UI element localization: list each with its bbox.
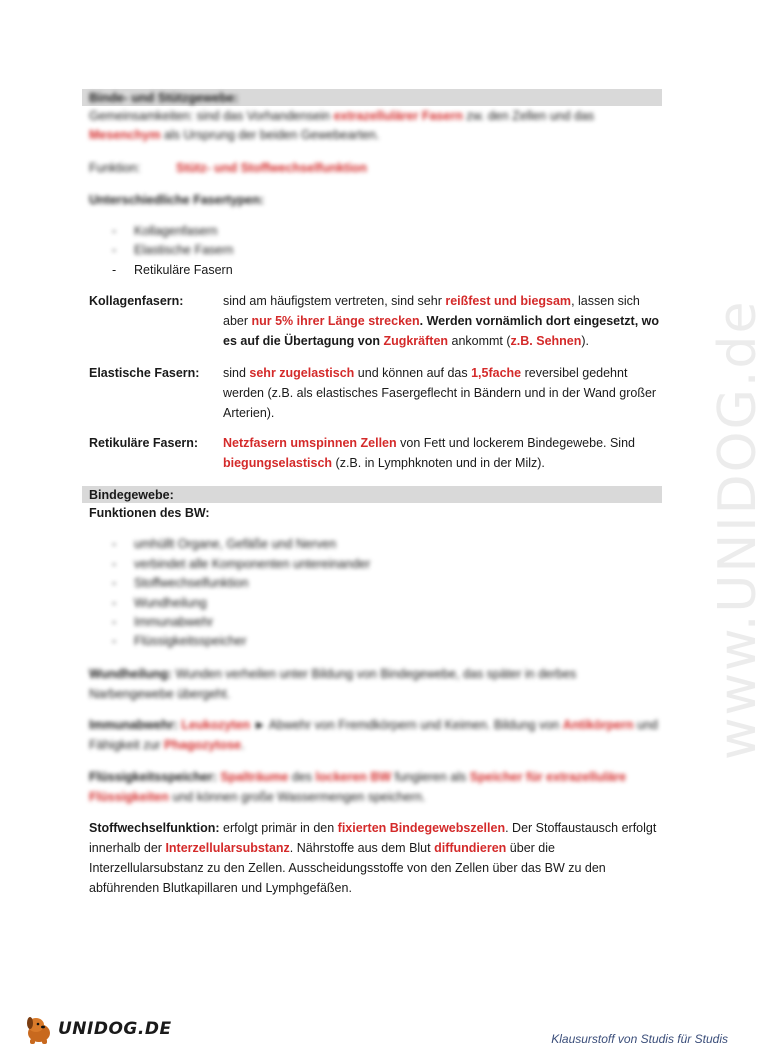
list-item: - verbindet alle Komponenten untereinander (112, 557, 371, 571)
section-header-bindegewebe: Bindegewebe: (89, 488, 174, 502)
fasertypen-title: Unterschiedliche Fasertypen: (89, 193, 265, 207)
list-item: - Wundheilung (112, 596, 207, 610)
funktionen-subtitle: Funktionen des BW: (89, 506, 210, 520)
intro-line-1: Gemeinsamkeiten: sind das Vorhandensein extrazellulärer Fasern zw. den Zellen und das (89, 109, 595, 123)
term-elastische-fasern: Elastische Fasern: (89, 366, 200, 380)
watermark: www.UNIDOG.de (708, 299, 768, 760)
definition-retikulaere-fasern: Netzfasern umspinnen Zellen von Fett und lockerem Bindegewebe. Sind biegungselastisch (z.B. in Lymphknoten und in der Milz). (223, 436, 635, 470)
dog-mascot-icon (22, 1013, 56, 1045)
footer-tagline: Klausurstoff von Studis für Studis (551, 1032, 728, 1046)
logo-text: UNIDOG.DE (58, 1019, 172, 1039)
term-kollagenfasern: Kollagenfasern: (89, 294, 184, 308)
list-item: - umhüllt Organe, Gefäße und Nerven (112, 537, 337, 551)
paragraph-immunabwehr: Immunabwehr: Leukozyten ► Abwehr von Fremdkörpern und Keimen. Bildung von Antikörpern und Fähigkeit zur Phagozytose. (89, 718, 658, 752)
definition-elastische-fasern: sind sehr zugelastisch und können auf das 1,5fache reversibel gedehnt werden (z.B. als elastisches Fasergeflecht in Bändern und in der Wand großer Arterien). (223, 366, 657, 420)
list-item: - Stoffwechselfunktion (112, 576, 249, 590)
definition-kollagenfasern: sind am häufigstem vertreten, sind sehr reißfest und biegsam, lassen sich aber nur 5% ihrer Länge strecken. Werden vornämlich dort eingesetzt, wo es auf die Übertagung von Zugkräften ankommt (z.B. Sehnen). (223, 294, 660, 348)
list-item: - Kollagenfasern (112, 224, 218, 238)
list-item: - Elastische Fasern (112, 243, 234, 257)
paragraph-wundheilung: Wundheilung: Wunden verheilen unter Bildung von Bindegewebe, das später in derbes Narbengewebe übergeht. (89, 667, 577, 701)
unidog-logo[interactable] (22, 1013, 172, 1045)
list-item: - Flüssigkeitsspeicher (112, 634, 247, 648)
paragraph-stoffwechselfunktion: Stoffwechselfunktion: erfolgt primär in den fixierten Bindegewebszellen. Der Stoffaustausch erfolgt innerhalb der Interzellularsubstanz. Nährstoffe aus dem Blut diffundieren über die Interzellularsubstanz zu den Zellen. Ausscheidungsstoffe von den Zellen über das BW zu den abführenden Blutkapillaren und Lymphgefäßen. (89, 821, 657, 895)
intro-line-2: Mesenchym als Ursprung der beiden Gewebearten. (89, 128, 380, 142)
paragraph-fluessigkeitsspeicher: Flüssigkeitsspeicher: Spalträume des lockeren BW fungieren als Speicher für extrazelluläre Flüssigkeiten und können große Wassermengen speichern. (89, 770, 627, 804)
funktion-label: Funktion: (89, 161, 141, 175)
term-retikulaere-fasern: Retikuläre Fasern: (89, 436, 199, 450)
section-header-binde-stuetzgewebe: Binde- und Stützgewebe: (89, 91, 239, 105)
funktion-value: Stütz- und Stoffwechselfunktion (176, 161, 367, 175)
list-item: - Immunabwehr (112, 615, 214, 629)
list-item: - Retikuläre Fasern (112, 263, 233, 277)
